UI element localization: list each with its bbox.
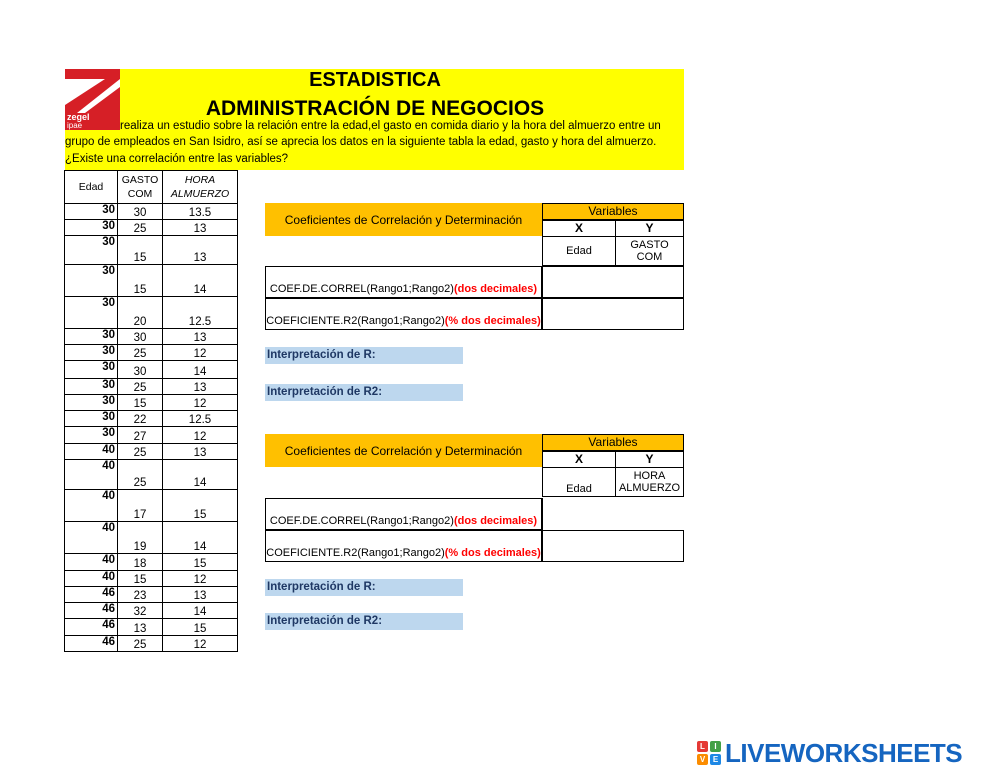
logo-text-zegel: zegel (65, 113, 120, 122)
table-row (65, 236, 238, 265)
y-variable-cell[interactable]: GASTO COM (615, 236, 684, 266)
gasto-cell: 15 (118, 395, 163, 411)
liveworksheets-logo (697, 738, 962, 768)
interp-r2-label[interactable]: Interpretación de R2: (265, 384, 463, 401)
edad-cell: 30 (65, 361, 118, 379)
y-variable-cell[interactable]: HORA ALMUERZO (615, 467, 684, 497)
gasto-cell: 30 (118, 204, 163, 220)
edad-cell: 46 (65, 619, 118, 636)
x-variable-cell[interactable]: Edad (542, 236, 616, 266)
interp-r-label[interactable]: Interpretación de R: (265, 347, 463, 364)
table-row (65, 265, 238, 297)
hora-cell: 14 (163, 603, 238, 619)
gasto-cell: 32 (118, 603, 163, 619)
y-header: Y (615, 451, 684, 468)
page-subtitle: ADMINISTRACIÓN DE NEGOCIOS (205, 97, 545, 120)
y-header: Y (615, 220, 684, 237)
r2-formula-row (265, 530, 542, 562)
correl-note: (dos decimales) (453, 515, 538, 527)
gasto-cell: 13 (118, 619, 163, 636)
table-row (65, 444, 238, 460)
table-row (65, 329, 238, 345)
gasto-cell: 30 (118, 361, 163, 379)
gasto-cell: 25 (118, 444, 163, 460)
table-row (65, 361, 238, 379)
edad-cell: 30 (65, 379, 118, 395)
table-row (65, 379, 238, 395)
gasto-cell: 15 (118, 265, 163, 297)
edad-cell: 40 (65, 490, 118, 522)
gasto-cell: 25 (118, 345, 163, 361)
interp-r-label[interactable]: Interpretación de R: (265, 579, 463, 596)
logo-text-ipae: ipae (65, 122, 120, 130)
table-row (65, 411, 238, 427)
table-row (65, 603, 238, 619)
edad-cell: 40 (65, 522, 118, 554)
liveworksheets-brand: LIVEWORKSHEETS (725, 737, 963, 768)
table-row (65, 297, 238, 329)
hora-cell: 13 (163, 236, 238, 265)
edad-cell: 30 (65, 220, 118, 236)
data-table-body (65, 204, 238, 652)
edad-cell: 46 (65, 636, 118, 652)
gasto-cell: 27 (118, 427, 163, 444)
correl-note: (dos decimales) (453, 283, 538, 295)
r2-note: (% dos decimales) (444, 547, 541, 559)
edad-cell: 30 (65, 395, 118, 411)
edad-cell: 40 (65, 571, 118, 587)
hora-cell: 12 (163, 571, 238, 587)
coef-title: Coeficientes de Correlación y Determinación (265, 203, 542, 236)
hora-cell: 13 (163, 587, 238, 603)
correl-answer-input[interactable] (542, 498, 684, 530)
gasto-cell: 19 (118, 522, 163, 554)
edad-cell: 30 (65, 345, 118, 361)
gasto-cell: 15 (118, 571, 163, 587)
edad-cell: 40 (65, 460, 118, 490)
edad-cell: 46 (65, 603, 118, 619)
table-row (65, 490, 238, 522)
x-header: X (542, 220, 616, 237)
gasto-cell: 18 (118, 554, 163, 571)
table-row (65, 204, 238, 220)
hora-cell: 12 (163, 427, 238, 444)
logo-mark-icon (65, 69, 120, 113)
r2-answer-input[interactable] (542, 530, 684, 562)
liveworksheets-squares-icon (697, 741, 721, 765)
table-row (65, 522, 238, 554)
edad-cell: 40 (65, 444, 118, 460)
hora-cell: 14 (163, 522, 238, 554)
page-title: ESTADISTICA (309, 69, 441, 91)
correl-formula-text: COEF.DE.CORREL(Rango1;Rango2) (269, 283, 454, 295)
hora-cell: 13 (163, 329, 238, 345)
square-v: V (697, 754, 708, 765)
data-table (64, 170, 238, 652)
coef-title: Coeficientes de Correlación y Determinación (265, 434, 542, 467)
hora-cell: 12.5 (163, 411, 238, 427)
hora-cell: 14 (163, 265, 238, 297)
hora-cell: 13.5 (163, 204, 238, 220)
intro-text-line3: ¿Existe una correlación entre las variables? (65, 153, 289, 165)
correl-formula-row (265, 266, 542, 298)
variables-header: Variables (542, 434, 684, 451)
table-row (65, 395, 238, 411)
r2-formula-text: COEFICIENTE.R2(Rango1;Rango2) (266, 547, 445, 559)
hora-cell: 12 (163, 395, 238, 411)
edad-cell: 30 (65, 265, 118, 297)
correl-formula-text: COEF.DE.CORREL(Rango1;Rango2) (269, 515, 454, 527)
gasto-cell: 22 (118, 411, 163, 427)
table-row (65, 554, 238, 571)
hora-cell: 15 (163, 490, 238, 522)
edad-cell: 30 (65, 204, 118, 220)
table-row (65, 220, 238, 236)
hora-cell: 13 (163, 444, 238, 460)
hora-cell: 15 (163, 619, 238, 636)
col-header-gasto: GASTO COM (118, 171, 163, 204)
header-banner (65, 69, 684, 170)
edad-cell: 30 (65, 329, 118, 345)
gasto-cell: 20 (118, 297, 163, 329)
table-row (65, 345, 238, 361)
r2-note: (% dos decimales) (444, 315, 541, 327)
col-header-edad: Edad (65, 171, 118, 204)
gasto-cell: 17 (118, 490, 163, 522)
gasto-cell: 25 (118, 636, 163, 652)
table-row (65, 460, 238, 490)
gasto-cell: 15 (118, 236, 163, 265)
gasto-cell: 30 (118, 329, 163, 345)
correl-formula-row (265, 498, 542, 530)
col-header-hora: HORA ALMUERZO (163, 171, 238, 204)
x-variable-cell[interactable]: Edad (542, 467, 616, 497)
hora-cell: 14 (163, 460, 238, 490)
zegel-logo (65, 69, 120, 129)
edad-cell: 30 (65, 411, 118, 427)
r2-formula-row (265, 298, 542, 330)
edad-cell: 46 (65, 587, 118, 603)
r2-formula-text: COEFICIENTE.R2(Rango1;Rango2) (266, 315, 445, 327)
intro-text-line2: grupo de empleados en San Isidro, así se aprecia los datos en la siguiente tabla la edad, gasto y hora del almuerzo. (65, 136, 657, 148)
square-e: E (710, 754, 721, 765)
gasto-cell: 25 (118, 379, 163, 395)
correl-answer-input[interactable] (542, 266, 684, 298)
hora-cell: 12 (163, 636, 238, 652)
square-i: I (710, 741, 721, 752)
interp-r2-label[interactable]: Interpretación de R2: (265, 613, 463, 630)
variables-header: Variables (542, 203, 684, 220)
table-row (65, 571, 238, 587)
r2-answer-input[interactable] (542, 298, 684, 330)
gasto-cell: 25 (118, 220, 163, 236)
hora-cell: 14 (163, 361, 238, 379)
table-row (65, 587, 238, 603)
x-header: X (542, 451, 616, 468)
intro-text-line1: realiza un estudio sobre la relación entre la edad,el gasto en comida diario y la hora del almuerzo entre un (120, 120, 661, 132)
gasto-cell: 25 (118, 460, 163, 490)
table-row (65, 636, 238, 652)
hora-cell: 12 (163, 345, 238, 361)
square-l: L (697, 741, 708, 752)
hora-cell: 13 (163, 379, 238, 395)
edad-cell: 30 (65, 297, 118, 329)
edad-cell: 30 (65, 236, 118, 265)
gasto-cell: 23 (118, 587, 163, 603)
table-row (65, 427, 238, 444)
table-row (65, 619, 238, 636)
edad-cell: 40 (65, 554, 118, 571)
edad-cell: 30 (65, 427, 118, 444)
hora-cell: 15 (163, 554, 238, 571)
hora-cell: 13 (163, 220, 238, 236)
hora-cell: 12.5 (163, 297, 238, 329)
